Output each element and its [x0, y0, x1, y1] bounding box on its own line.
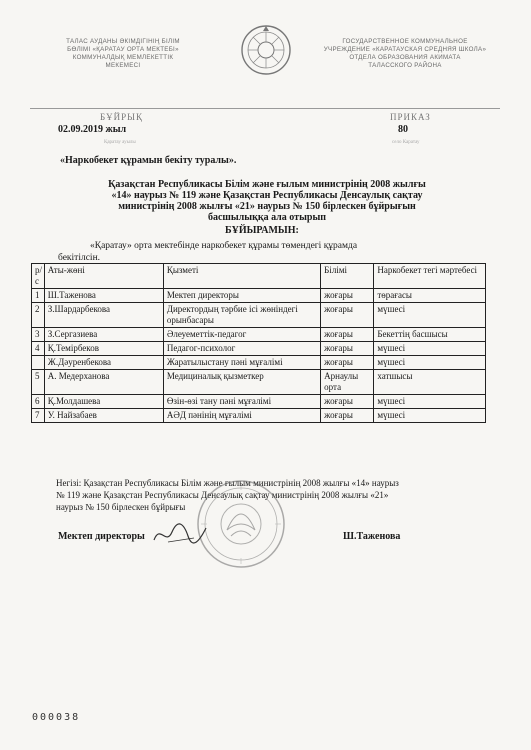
cell-education: Арнаулы орта	[321, 370, 374, 395]
cell-role: Бекеттің басшысы	[374, 328, 486, 342]
cell-name: Ш.Таженова	[44, 289, 163, 303]
cell-index: 6	[32, 395, 45, 409]
order-intro	[58, 240, 490, 264]
cell-index: 3	[32, 328, 45, 342]
doc-date: 02.09.2019 жыл	[58, 124, 127, 135]
cell-position: Жаратылыстану пәні мұғалімі	[163, 356, 320, 370]
handwritten-signature-icon	[150, 520, 210, 548]
table-row	[32, 303, 486, 328]
cell-name: З.Сергазиева	[44, 328, 163, 342]
table-row	[32, 342, 486, 356]
header-left-line: КОММУНАЛДЫҚ МЕМЛЕКЕТТІК	[72, 54, 174, 61]
intro-line: «Қаратау» орта мектебінде наркобекет құрамы төмендегі құрамда	[90, 241, 358, 251]
cell-index: 4	[32, 342, 45, 356]
cell-index: 2	[32, 303, 45, 328]
cell-position: Әлеуеметтік-педагог	[163, 328, 320, 342]
cell-education: жоғары	[321, 303, 374, 328]
table-row	[32, 395, 486, 409]
intro-line: бекітілсін.	[58, 253, 101, 263]
cell-position: Директордың тәрбие ісі жөніндегі орынбасары	[163, 303, 320, 328]
doc-type-kz: БҰЙРЫҚ	[100, 112, 144, 122]
cell-index: 7	[32, 409, 45, 423]
cell-name: Қ.Темірбеков	[44, 342, 163, 356]
cell-name: Қ.Молдашева	[44, 395, 163, 409]
cell-education: жоғары	[321, 356, 374, 370]
cell-index: 5	[32, 370, 45, 395]
cell-role: төрағасы	[374, 289, 486, 303]
header-divider	[30, 108, 500, 109]
cell-education: жоғары	[321, 395, 374, 409]
cell-name: У. Найзабаев	[44, 409, 163, 423]
cell-role: мүшесі	[374, 303, 486, 328]
basis-line: № 119 және Қазақстан Республикасы Денсаулық сақтау министрінің 2008 жылғы «21»	[56, 490, 389, 500]
header-left-line: БӨЛІМІ «ҚАРАТАУ ОРТА МЕКТЕБІ»	[67, 46, 179, 53]
doc-number: 80	[398, 124, 408, 135]
col-header-index: р/с	[32, 264, 45, 289]
cell-name: Ж.Дәуренбекова	[44, 356, 163, 370]
table-row	[32, 370, 486, 395]
table-header-row	[32, 264, 486, 289]
cell-position: АӘД пәнінің мұғалімі	[163, 409, 320, 423]
serial-number: 000038	[32, 712, 81, 723]
preamble-line: министрінің 2008 жылғы «21» наурыз № 150 бірлескен бұйрығын	[118, 201, 416, 212]
table-row	[32, 328, 486, 342]
signatory-name: Ш.Таженова	[343, 531, 401, 542]
col-header-education: Білімі	[321, 264, 374, 289]
header-left-org-name	[28, 38, 218, 70]
header-left-line: МЕКЕМЕСІ	[105, 62, 141, 69]
cell-education: жоғары	[321, 342, 374, 356]
order-word: БҰЙЫРАМЫН:	[225, 225, 299, 236]
kazakhstan-emblem-icon	[240, 24, 292, 76]
preamble-line: «14» наурыз № 119 және Қазақстан Республикасы Денсаулық сақтау	[111, 190, 423, 201]
cell-position: Медициналық қызметкер	[163, 370, 320, 395]
col-header-role: Наркобекет тегі мәртебесі	[374, 264, 486, 289]
col-header-name: Аты-жөні	[44, 264, 163, 289]
header-left-line: ТАЛАС АУДАНЫ ӘКІМДІГІНІҢ БІЛІМ	[66, 38, 180, 45]
table-row	[32, 409, 486, 423]
preamble	[62, 179, 472, 223]
preamble-line: Қазақстан Республикасы Білім және ғылым министрінің 2008 жылғы	[108, 179, 426, 190]
cell-name: З.Шардарбекова	[44, 303, 163, 328]
cell-role: хатшысы	[374, 370, 486, 395]
doc-type-ru: ПРИКАЗ	[390, 112, 431, 122]
cell-position: Педагог-психолог	[163, 342, 320, 356]
cell-education: жоғары	[321, 328, 374, 342]
basis-line: Негізі: Қазақстан Республикасы Білім және ғылым министрінің 2008 жылғы «14» наурыз	[56, 478, 399, 488]
cell-role: мүшесі	[374, 409, 486, 423]
cell-role: мүшесі	[374, 356, 486, 370]
header-right-line: ОТДЕЛА ОБРАЗОВАНИЯ АКИМАТА	[349, 54, 461, 61]
cell-education: жоғары	[321, 289, 374, 303]
cell-role: мүшесі	[374, 395, 486, 409]
cell-role: мүшесі	[374, 342, 486, 356]
header-right-line: ГОСУДАРСТВЕННОЕ КОММУНАЛЬНОЕ	[342, 38, 468, 45]
basis-line: наурыз № 150 бірлескен бұйрығы	[56, 502, 186, 512]
cell-position: Өзін-өзі тану пәні мұғалімі	[163, 395, 320, 409]
place-ru: село Каратау	[392, 140, 420, 145]
header-right-line: ТАЛАССКОГО РАЙОНА	[368, 62, 442, 69]
cell-name: А. Медерханова	[44, 370, 163, 395]
cell-index	[32, 356, 45, 370]
table-row	[32, 356, 486, 370]
signatory-role: Мектеп директоры	[58, 531, 145, 542]
header-right-org-name	[310, 38, 500, 70]
col-header-position: Қызметі	[163, 264, 320, 289]
cell-education: жоғары	[321, 409, 374, 423]
place-kz: Қаратау ауылы	[104, 140, 136, 145]
doc-title: «Наркобекет құрамын бекіту туралы».	[60, 155, 237, 166]
header-right-line: УЧРЕЖДЕНИЕ «КАРАТАУСКАЯ СРЕДНЯЯ ШКОЛА»	[323, 46, 487, 53]
table-row	[32, 289, 486, 303]
preamble-line: басшылыққа ала отырып	[207, 212, 327, 223]
cell-index: 1	[32, 289, 45, 303]
cell-position: Мектеп директоры	[163, 289, 320, 303]
members-table	[31, 263, 486, 423]
